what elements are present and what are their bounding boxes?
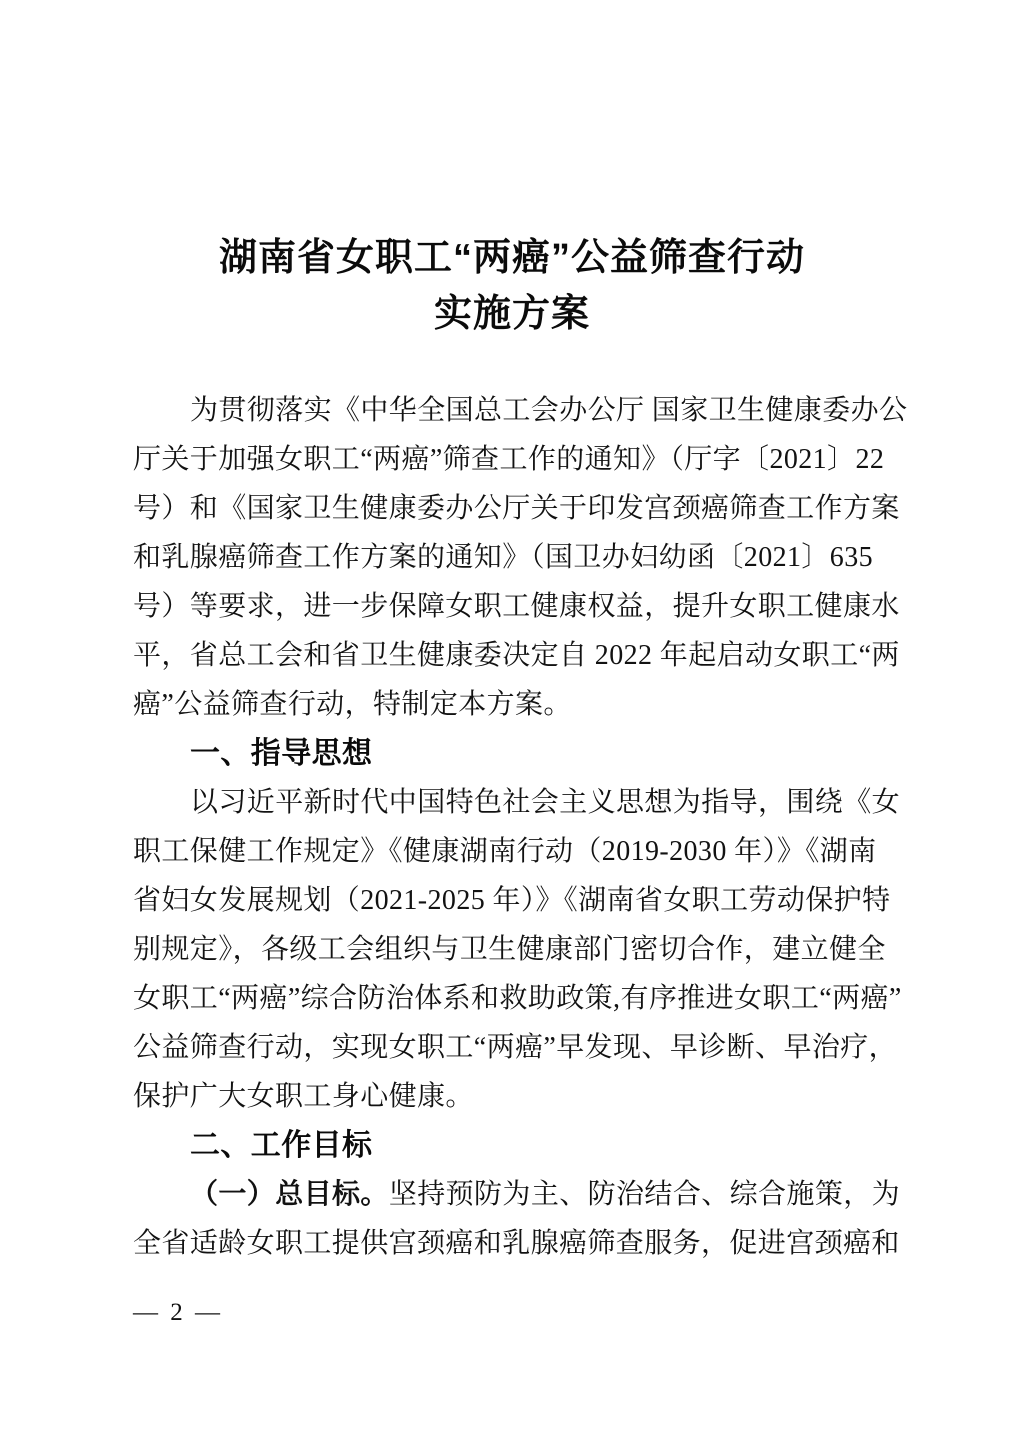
section-heading: 一、指导思想 (190, 737, 373, 770)
text-line: 平，省总工会和省卫生健康委决定自 2022 年起启动女职工“两 (133, 640, 900, 671)
text-line: （一）总目标。坚持预防为主、防治结合、综合施策，为 (190, 1179, 901, 1210)
document-body (133, 386, 908, 1268)
page-number: — 2 — (133, 1299, 223, 1326)
text-line: 省妇女发展规划（2021-2025 年）》《湖南省女职工劳动保护特 (133, 885, 891, 916)
title-line-2: 实施方案 (433, 293, 590, 335)
title-line-1: 湖南省女职工“两癌”公益筛查行动 (218, 237, 805, 279)
page-footer (133, 1296, 223, 1330)
bold-lead-in: （一）总目标。 (190, 1179, 389, 1210)
text-line: 别规定》，各级工会组织与卫生健康部门密切合作，建立健全 (133, 934, 886, 965)
text-line: 保护广大女职工身心健康。 (133, 1081, 474, 1112)
text-line: 号）和《国家卫生健康委办公厅关于印发宫颈癌筛查工作方案 (133, 493, 900, 524)
text-line: 女职工“两癌”综合防治体系和救助政策,有序推进女职工“两癌” (133, 983, 902, 1014)
text-line: 厅关于加强女职工“两癌”筛查工作的通知》（厅字〔2021〕22 (133, 444, 885, 475)
text-line: 全省适龄女职工提供宫颈癌和乳腺癌筛查服务，促进宫颈癌和 (133, 1228, 900, 1259)
text-line: 职工保健工作规定》《健康湖南行动（2019-2030 年）》《湖南 (133, 836, 877, 867)
text-line: 为贯彻落实《中华全国总工会办公厅 国家卫生健康委办公 (190, 395, 908, 426)
document-title (0, 230, 1024, 342)
text-line: 以习近平新时代中国特色社会主义思想为指导，围绕《女 (190, 787, 901, 818)
text-line: 公益筛查行动，实现女职工“两癌”早发现、早诊断、早治疗， (133, 1032, 898, 1063)
text-line: 癌”公益筛查行动，特制定本方案。 (133, 689, 572, 720)
text-line: 和乳腺癌筛查工作方案的通知》（国卫办妇幼函〔2021〕635 (133, 542, 874, 573)
section-heading: 二、工作目标 (190, 1129, 373, 1162)
text-line: 号）等要求，进一步保障女职工健康权益，提升女职工健康水 (133, 591, 900, 622)
